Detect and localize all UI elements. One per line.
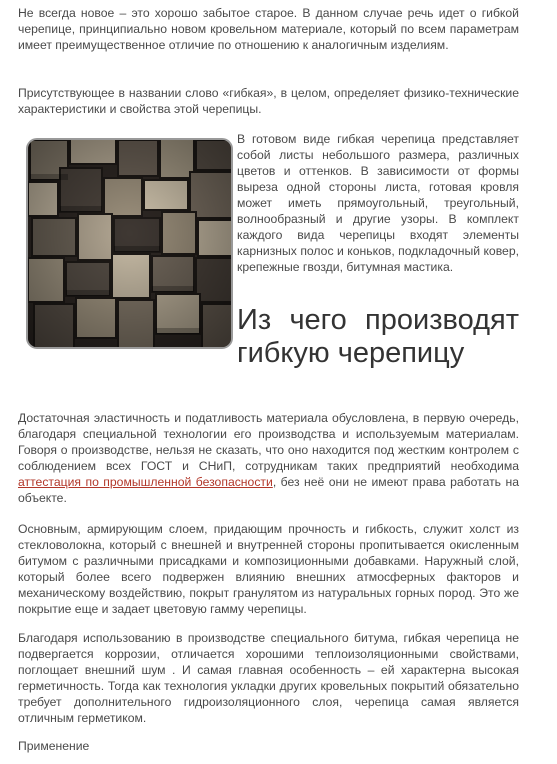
- elasticity-paragraph: [18, 410, 519, 506]
- certification-link[interactable]: аттестация по промышленной безопасности: [18, 475, 273, 489]
- roof-shingles-image: [26, 138, 233, 349]
- base-layer-paragraph: Основным, армирующим слоем, придающим прочность и гибкость, служит холст из стекловолокна, который с внешней и внутренней стороны пропитывается окисленным битумом с различными присадками и композиционными добавками. Наружный слой, который более всего подвержен влиянию внешних атмосферных факторов и механическому воздействию, покрыт гранулятом из натуральных горных пород. Это же покрытие еще и задает цветовую гамму черепицы.: [18, 522, 519, 616]
- elasticity-text-before: Достаточная эластичность и податливость материала обусловлена, в первую очередь, благодаря специальной технологии его производства и используемым материалам. Говоря о производстве, нельзя не сказать, что оно находится под жестким контролем с соблюдением всех ГОСТ и СНиП, сотрудникам таких предприятий необходима: [18, 411, 519, 473]
- name-note-paragraph: Присутствующее в названии слово «гибкая», в целом, определяет физико-технические характеристики и свойства этой черепицы.: [18, 86, 519, 116]
- intro-paragraph: Не всегда новое – это хорошо забытое старое. В данном случае речь идет о гибкой черепице, принципиально новом кровельном материале, который по всем параметрам имеет преимущественное отличие по отношению к аналогичным изделиям.: [18, 6, 519, 52]
- bitumen-paragraph: Благодаря использованию в производстве специального битума, гибкая черепица не подвергается коррозии, отличается хорошими теплоизоляционными свойствами, поглощает внешний шум . И самая главная особенность – ей характерна высокая герметичность. Тогда как технология укладки других кровельных покрытий обязательно требует дополнительного гидроизоляционного слоя, черепица самая является отличным герметиком.: [18, 631, 519, 725]
- section-heading: Из чего производят гибкую черепицу: [237, 304, 519, 369]
- elasticity-text-after: , без неё они не имеют права работать на объекте.: [18, 475, 519, 505]
- side-paragraph: В готовом виде гибкая черепица представляет собой листы небольшого размера, различных цветов и оттенков. В зависимости от формы выреза одной стороны листа, готовая кровля может иметь прямоугольный, треугольный, волнообразный и другие узоры. В комплект каждого вида черепицы входят элементы карнизных полос и коньков, подкладочный ковер, крепежные гвозди, битумная мастика.: [237, 132, 519, 274]
- application-heading: Применение: [18, 739, 90, 753]
